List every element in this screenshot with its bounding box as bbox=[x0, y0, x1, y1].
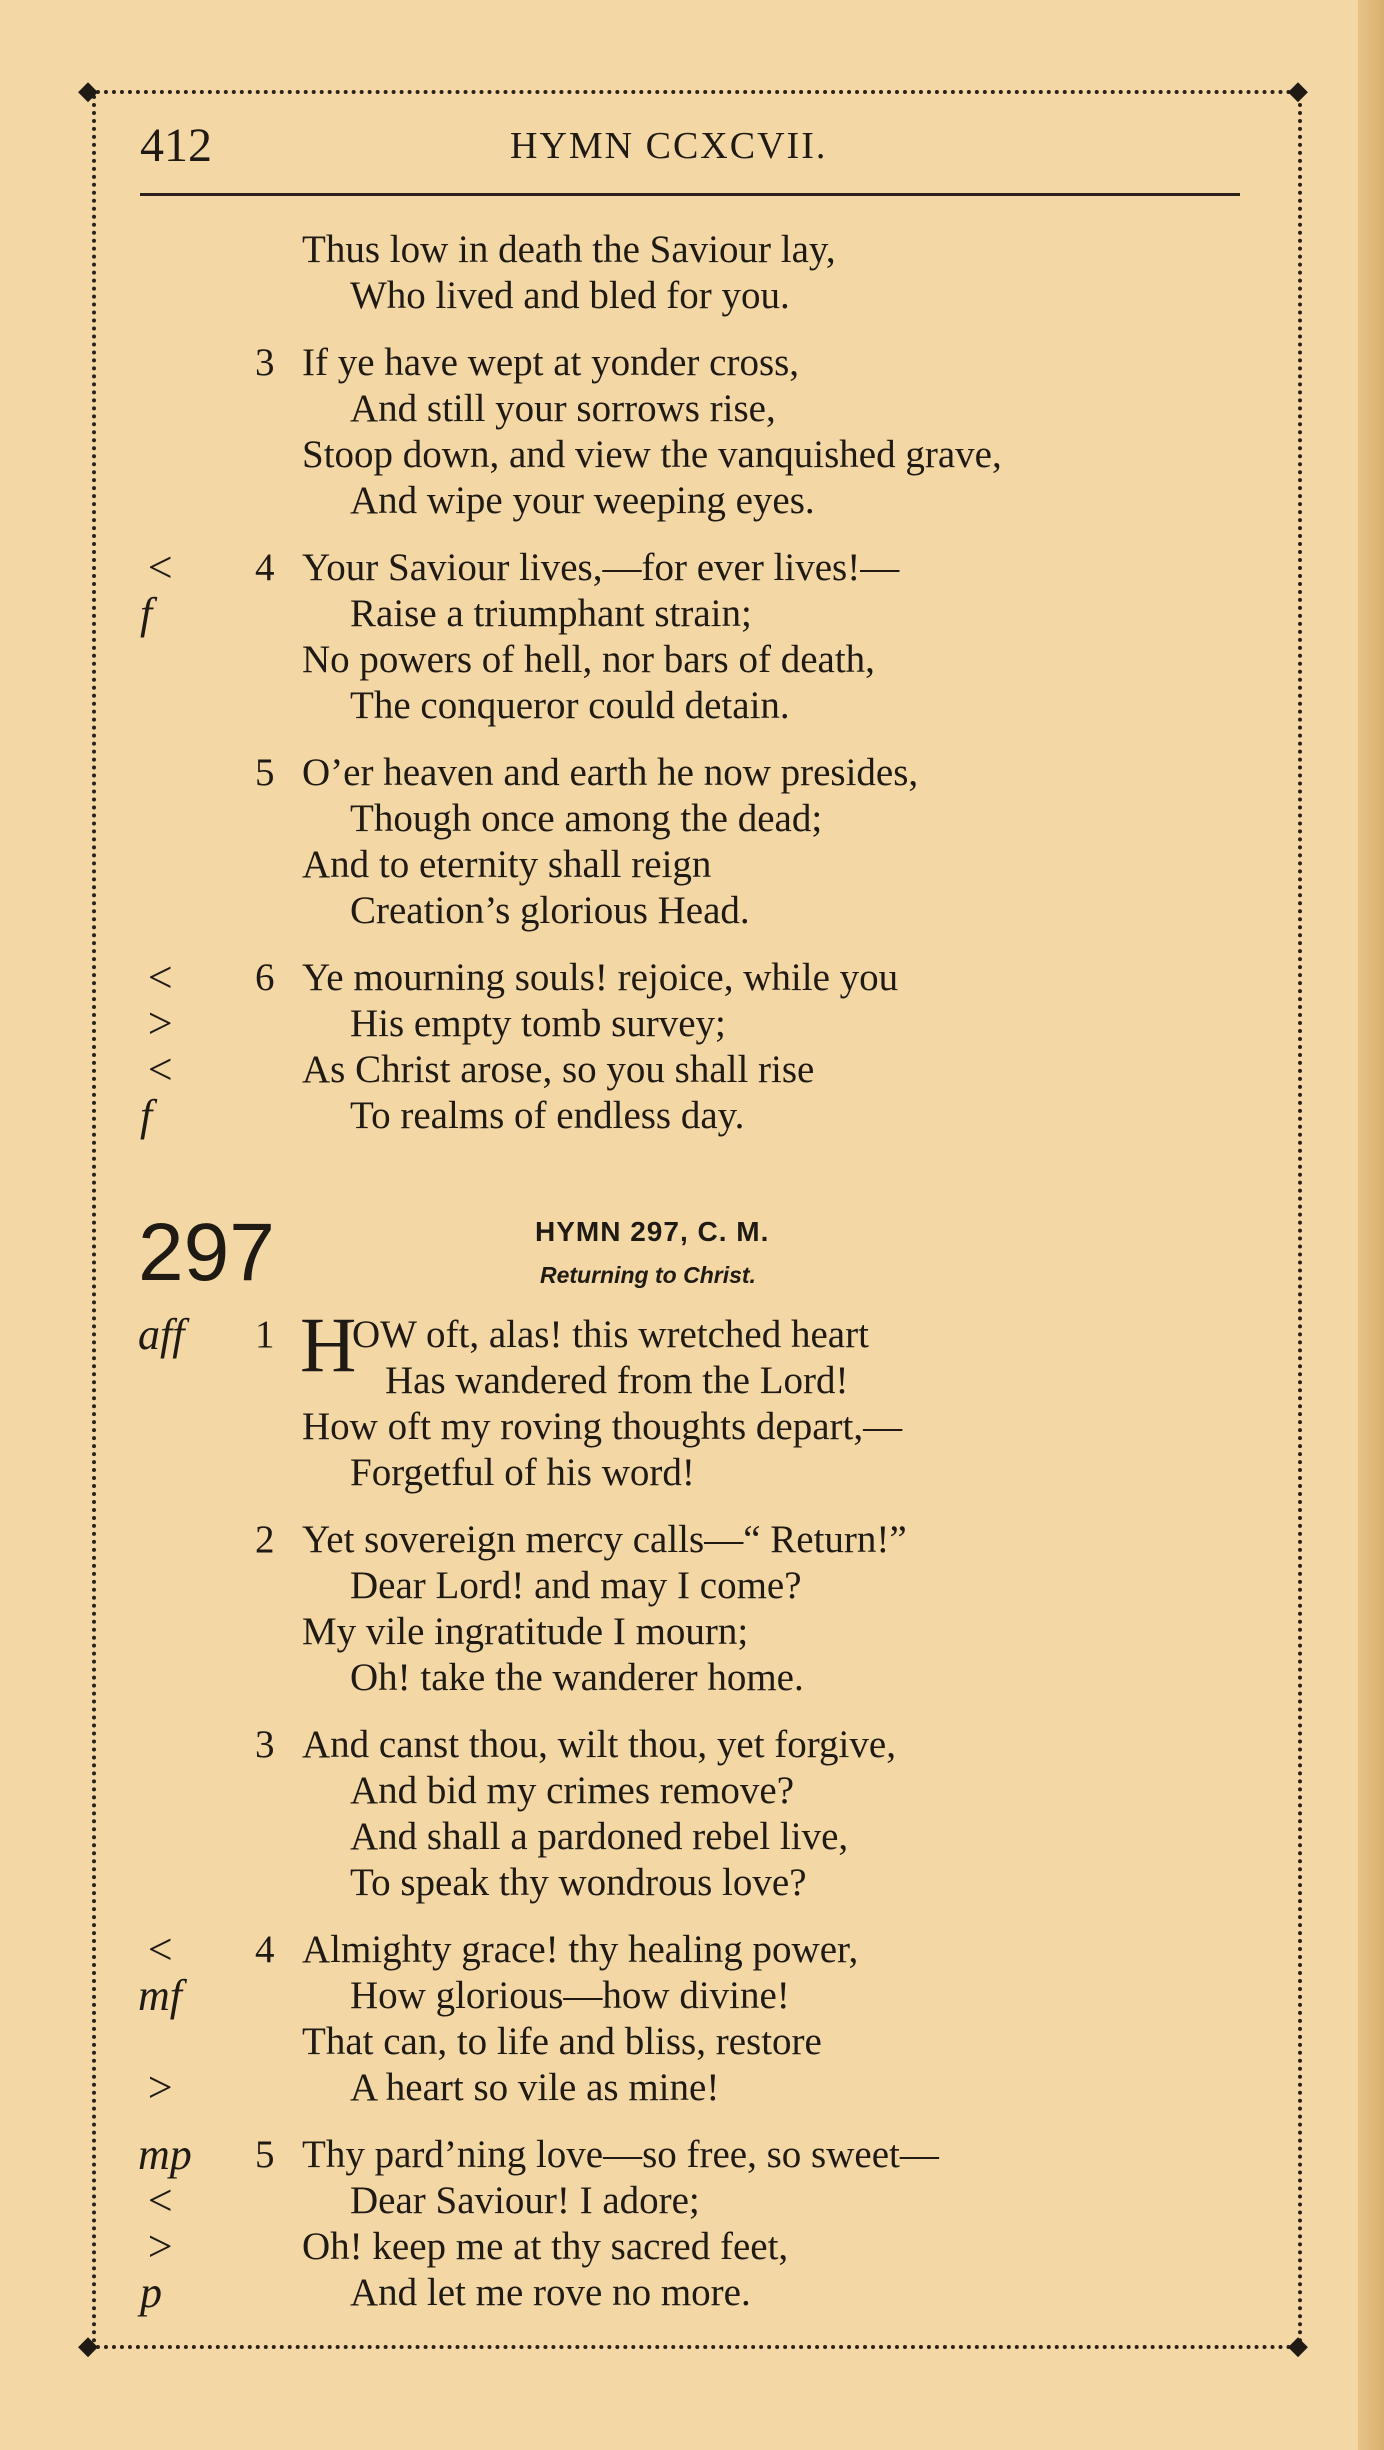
verse-number: 4 bbox=[255, 546, 275, 589]
verse-number: 5 bbox=[255, 2133, 275, 2176]
header-rule bbox=[140, 193, 1240, 196]
verse-line: No powers of hell, nor bars of death, bbox=[302, 638, 875, 681]
dynamic-mark: < bbox=[145, 1045, 175, 1094]
verse-line: Who lived and bled for you. bbox=[350, 274, 790, 317]
verse-line: And let me rove no more. bbox=[350, 2271, 751, 2314]
dynamic-mark: aff bbox=[138, 1310, 185, 1359]
verse-line: OW oft, alas! this wretched heart bbox=[352, 1313, 869, 1356]
verse-line: How glorious—how divine! bbox=[350, 1974, 790, 2017]
verse-line: To realms of endless day. bbox=[350, 1094, 745, 1137]
verse-line: Dear Lord! and may I come? bbox=[350, 1564, 802, 1607]
verse-line: And shall a pardoned rebel live, bbox=[350, 1815, 849, 1858]
hymn-number: 297 bbox=[138, 1207, 275, 1298]
verse-line: Thus low in death the Saviour lay, bbox=[302, 228, 836, 271]
verse-line: How oft my roving thoughts depart,— bbox=[302, 1405, 903, 1448]
verse-line: Your Saviour lives,—for ever lives!— bbox=[302, 546, 900, 589]
verse-line: That can, to life and bliss, restore bbox=[302, 2020, 822, 2063]
verse-line: The conqueror could detain. bbox=[350, 684, 790, 727]
left-border bbox=[92, 95, 96, 2345]
corner-ornament-bottom-right: ◆ bbox=[1288, 2331, 1308, 2360]
dynamic-mark: < bbox=[145, 2176, 175, 2225]
verse-line: Almighty grace! thy healing power, bbox=[302, 1928, 859, 1971]
page-number: 412 bbox=[140, 119, 212, 172]
dynamic-mark: mf bbox=[138, 1971, 182, 2020]
corner-ornament-top-right: ◆ bbox=[1288, 76, 1308, 105]
verse-line: Though once among the dead; bbox=[350, 797, 823, 840]
verse-line: A heart so vile as mine! bbox=[350, 2066, 720, 2109]
verse-line: And still your sorrows rise, bbox=[350, 387, 776, 430]
verse-line: His empty tomb survey; bbox=[350, 1002, 726, 1045]
dynamic-mark: f bbox=[140, 589, 153, 638]
page-edge bbox=[1358, 0, 1384, 2450]
dynamic-mark: < bbox=[145, 1925, 175, 1974]
right-border bbox=[1298, 95, 1302, 2345]
dynamic-mark: > bbox=[145, 2063, 175, 2112]
verse-line: Yet sovereign mercy calls—“ Return!” bbox=[302, 1518, 907, 1561]
verse-line: And wipe your weeping eyes. bbox=[350, 479, 815, 522]
verse-line: Oh! keep me at thy sacred feet, bbox=[302, 2225, 789, 2268]
verse-line: Stoop down, and view the vanquished grave, bbox=[302, 433, 1002, 476]
verse-line: Dear Saviour! I adore; bbox=[350, 2179, 700, 2222]
dynamic-mark: < bbox=[145, 543, 175, 592]
bottom-border bbox=[80, 2345, 1308, 2349]
verse-line: Creation’s glorious Head. bbox=[350, 889, 750, 932]
corner-ornament-top-left: ◆ bbox=[78, 76, 98, 105]
verse-line: Oh! take the wanderer home. bbox=[350, 1656, 804, 1699]
verse-number: 1 bbox=[255, 1313, 275, 1356]
verse-number: 5 bbox=[255, 751, 275, 794]
dynamic-mark: f bbox=[140, 1091, 153, 1140]
verse-line: Ye mourning souls! rejoice, while you bbox=[302, 956, 899, 999]
verse-line: And canst thou, wilt thou, yet forgive, bbox=[302, 1723, 896, 1766]
verse-line: My vile ingratitude I mourn; bbox=[302, 1610, 749, 1653]
verse-number: 6 bbox=[255, 956, 275, 999]
dynamic-mark: > bbox=[145, 2222, 175, 2271]
verse-line: If ye have wept at yonder cross, bbox=[302, 341, 800, 384]
verse-line: Has wandered from the Lord! bbox=[385, 1359, 849, 1402]
verse-line: Forgetful of his word! bbox=[350, 1451, 695, 1494]
verse-line: And to eternity shall reign bbox=[302, 843, 712, 886]
verse-line: And bid my crimes remove? bbox=[350, 1769, 795, 1812]
dynamic-mark: > bbox=[145, 999, 175, 1048]
verse-number: 3 bbox=[255, 341, 275, 384]
verse-line: O’er heaven and earth he now presides, bbox=[302, 751, 919, 794]
running-head: HYMN CCXCVII. bbox=[510, 125, 828, 167]
corner-ornament-bottom-left: ◆ bbox=[78, 2331, 98, 2360]
verse-line: As Christ arose, so you shall rise bbox=[302, 1048, 815, 1091]
page-header bbox=[140, 118, 1240, 178]
verse-number: 3 bbox=[255, 1723, 275, 1766]
verse-number: 2 bbox=[255, 1518, 275, 1561]
verse-line: Thy pard’ning love—so free, so sweet— bbox=[302, 2133, 939, 2176]
hymn-heading: HYMN 297, C. M. bbox=[535, 1216, 770, 1247]
hymn-subtitle: Returning to Christ. bbox=[540, 1262, 756, 1288]
dynamic-mark: < bbox=[145, 953, 175, 1002]
verse-line: To speak thy wondrous love? bbox=[350, 1861, 807, 1904]
top-border bbox=[80, 90, 1308, 94]
dynamic-mark: p bbox=[140, 2268, 162, 2317]
dynamic-mark: mp bbox=[138, 2130, 192, 2179]
verse-number: 4 bbox=[255, 1928, 275, 1971]
verse-line: Raise a triumphant strain; bbox=[350, 592, 752, 635]
drop-cap: H bbox=[300, 1301, 357, 1388]
